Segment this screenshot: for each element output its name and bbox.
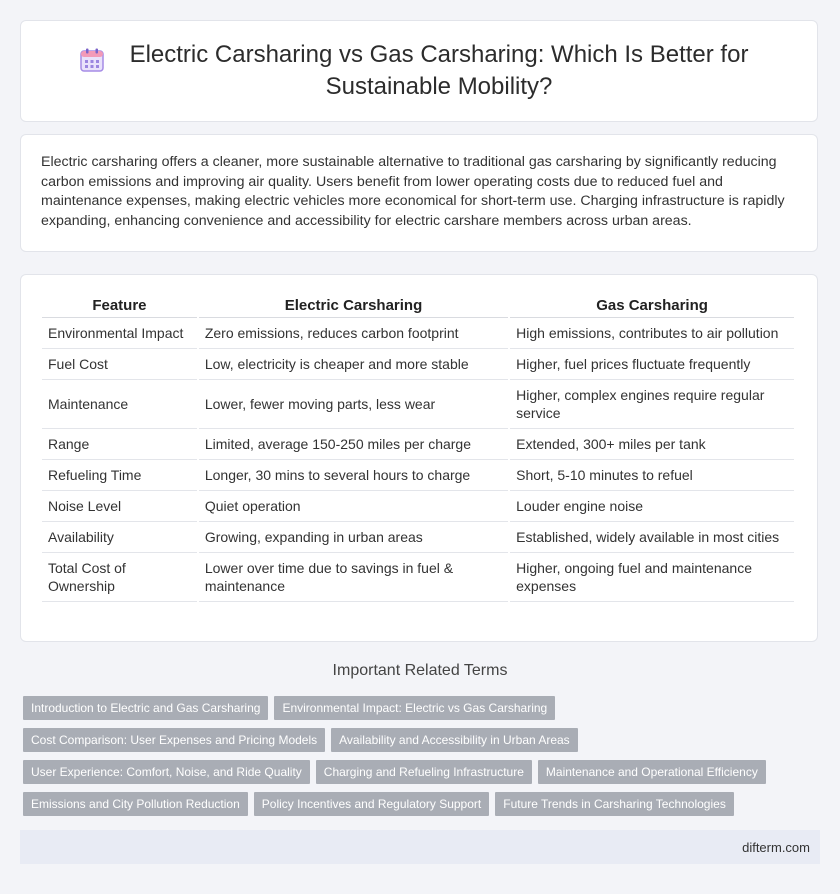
table-row — [42, 380, 794, 429]
related-term-tag[interactable]: Future Trends in Carsharing Technologies — [495, 792, 734, 816]
related-term-tag[interactable]: User Experience: Comfort, Noise, and Ride Quality — [23, 760, 310, 784]
feature-cell: Refueling Time — [42, 460, 197, 491]
header-feature: Feature — [42, 293, 197, 318]
feature-cell: Noise Level — [42, 491, 197, 522]
tag-row — [23, 792, 813, 816]
comparison-card — [20, 274, 818, 642]
title-card — [20, 20, 818, 122]
table-row — [42, 522, 794, 553]
feature-cell: Environmental Impact — [42, 318, 197, 349]
electric-cell: Growing, expanding in urban areas — [199, 522, 508, 553]
related-term-tag[interactable]: Charging and Refueling Infrastructure — [316, 760, 532, 784]
table-row — [42, 318, 794, 349]
calendar-icon — [79, 47, 105, 73]
header-gas: Gas Carsharing — [510, 293, 794, 318]
footer — [20, 830, 820, 864]
related-term-tag[interactable]: Maintenance and Operational Efficiency — [538, 760, 766, 784]
tag-row — [23, 760, 813, 784]
related-terms-list — [23, 696, 813, 824]
related-terms-heading: Important Related Terms — [332, 662, 508, 679]
table-row — [42, 460, 794, 491]
electric-cell: Lower over time due to savings in fuel & maintenance — [199, 553, 508, 602]
related-term-tag[interactable]: Availability and Accessibility in Urban Areas — [331, 728, 578, 752]
table-row — [42, 349, 794, 380]
feature-cell: Fuel Cost — [42, 349, 197, 380]
electric-cell: Lower, fewer moving parts, less wear — [199, 380, 508, 429]
feature-cell: Availability — [42, 522, 197, 553]
gas-cell: Higher, fuel prices fluctuate frequently — [510, 349, 794, 380]
page-title: Electric Carsharing vs Gas Carsharing: Which Is Better for Sustainable Mobility? — [129, 41, 749, 100]
related-term-tag[interactable]: Introduction to Electric and Gas Carsharing — [23, 696, 268, 720]
gas-cell: Higher, complex engines require regular service — [510, 380, 794, 429]
table-row — [42, 429, 794, 460]
table-row — [42, 553, 794, 602]
gas-cell: Extended, 300+ miles per tank — [510, 429, 794, 460]
footer-site-link[interactable]: difterm.com — [742, 839, 810, 855]
electric-cell: Zero emissions, reduces carbon footprint — [199, 318, 508, 349]
gas-cell: Higher, ongoing fuel and maintenance expenses — [510, 553, 794, 602]
intro-paragraph: Electric carsharing offers a cleaner, more sustainable alternative to traditional gas carsharing by significantly reducing carbon emissions and improving air quality. Users benefit from lower operating costs due to reduced fuel and maintenance expenses, making electric vehicles more economical for short-term use. Charging infrastructure is rapidly expanding, enhancing convenience and accessibility for electric carshare members across urban areas. — [41, 154, 785, 229]
tag-row — [23, 728, 813, 752]
related-term-tag[interactable]: Cost Comparison: User Expenses and Pricing Models — [23, 728, 325, 752]
related-term-tag[interactable]: Policy Incentives and Regulatory Support — [254, 792, 489, 816]
intro-card — [20, 134, 818, 252]
header-electric: Electric Carsharing — [199, 293, 508, 318]
tag-row — [23, 696, 813, 720]
comparison-table — [40, 293, 796, 602]
gas-cell: Short, 5-10 minutes to refuel — [510, 460, 794, 491]
feature-cell: Maintenance — [42, 380, 197, 429]
table-header-row — [42, 293, 794, 318]
electric-cell: Limited, average 150-250 miles per charge — [199, 429, 508, 460]
related-term-tag[interactable]: Emissions and City Pollution Reduction — [23, 792, 248, 816]
title-wrap — [79, 39, 759, 103]
gas-cell: Established, widely available in most cities — [510, 522, 794, 553]
gas-cell: Louder engine noise — [510, 491, 794, 522]
electric-cell: Quiet operation — [199, 491, 508, 522]
feature-cell: Total Cost of Ownership — [42, 553, 197, 602]
related-term-tag[interactable]: Environmental Impact: Electric vs Gas Carsharing — [274, 696, 555, 720]
gas-cell: High emissions, contributes to air pollution — [510, 318, 794, 349]
electric-cell: Low, electricity is cheaper and more stable — [199, 349, 508, 380]
table-row — [42, 491, 794, 522]
electric-cell: Longer, 30 mins to several hours to charge — [199, 460, 508, 491]
feature-cell: Range — [42, 429, 197, 460]
